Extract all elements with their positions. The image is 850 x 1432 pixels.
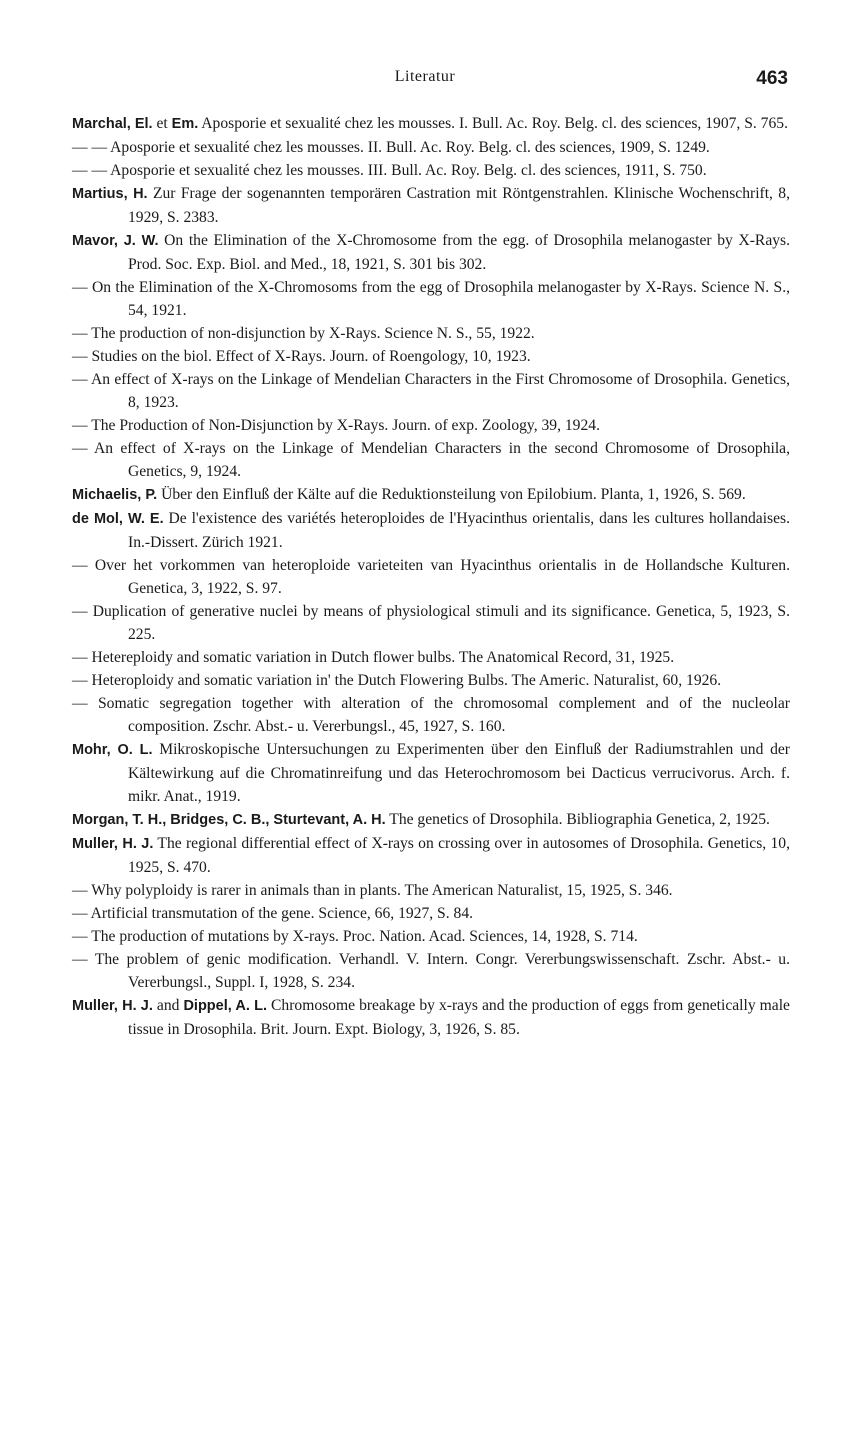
bibliography-entry bbox=[72, 646, 790, 669]
bibliography-entry bbox=[72, 483, 790, 507]
ditto-dash: — bbox=[72, 672, 88, 689]
running-head bbox=[0, 68, 850, 92]
entry-text: Hetereploidy and somatic variation in Dutch flower bulbs. The Anatomical Record, 31, 1925. bbox=[87, 649, 675, 666]
entry-text: De l'existence des variétés heteroploides de l'Hyacinthus orientalis, dans les cultures hollandaises. In.-Dissert. Zürich 1921. bbox=[128, 510, 790, 551]
entry-author: Marchal, El. bbox=[72, 116, 153, 132]
entry-text: Studies on the biol. Effect of X-Rays. Journ. of Roengology, 10, 1923. bbox=[87, 348, 531, 365]
bibliography-entry bbox=[72, 229, 790, 276]
entry-author: Michaelis, P. bbox=[72, 487, 158, 503]
entry-author: Martius, H. bbox=[72, 186, 148, 202]
entry-text: Zur Frage der sogenannten temporären Castration mit Röntgenstrahlen. Klinische Wochenschrift, 8, 1929, S. 2383. bbox=[128, 185, 791, 226]
entry-text: Artificial transmutation of the gene. Science, 66, 1927, S. 84. bbox=[87, 905, 474, 922]
ditto-dash: — bbox=[72, 325, 88, 342]
entry-text: An effect of X-rays on the Linkage of Mendelian Characters in the second Chromosome of Drosophila, Genetics, 9, 1924. bbox=[87, 440, 790, 480]
bibliography-entry bbox=[72, 182, 790, 229]
ditto-dash: — bbox=[72, 695, 88, 712]
bibliography-entry bbox=[72, 600, 790, 646]
entry-text: Duplication of generative nuclei by means of physiological stimuli and its significance. Genetica, 5, 1923, S. 225. bbox=[87, 603, 790, 643]
bibliography-entry bbox=[72, 669, 790, 692]
entry-joiner: et bbox=[152, 115, 172, 132]
bibliography-entry bbox=[72, 507, 790, 554]
entry-author: Muller, H. J. bbox=[72, 836, 154, 852]
ditto-dash: — bbox=[72, 905, 88, 922]
bibliography-entry bbox=[72, 414, 790, 437]
bibliography-entry bbox=[72, 808, 790, 832]
bibliography-entry bbox=[72, 879, 790, 902]
ditto-dash: — bbox=[72, 951, 88, 968]
page-number: 463 bbox=[756, 68, 788, 89]
ditto-dash: — bbox=[72, 279, 88, 296]
entry-text: Why polyploidy is rarer in animals than in plants. The American Naturalist, 15, 1925, S. 346. bbox=[87, 882, 673, 899]
running-head-title: Literatur bbox=[394, 68, 456, 85]
ditto-dash: — bbox=[72, 928, 88, 945]
entry-text: Aposporie et sexualité chez les mousses. III. Bull. Ac. Roy. Belg. cl. des sciences, 1911, S. 750. bbox=[107, 162, 707, 179]
entry-coauthor: Dippel, A. L. bbox=[183, 998, 267, 1014]
ditto-dash: — bbox=[72, 882, 88, 899]
bibliography-list bbox=[72, 112, 790, 1041]
bibliography-entry bbox=[72, 925, 790, 948]
bibliography-entry bbox=[72, 994, 790, 1041]
bibliography-entry bbox=[72, 159, 790, 182]
entry-text: The production of non-disjunction by X-Rays. Science N. S., 55, 1922. bbox=[87, 325, 535, 342]
entry-text: Somatic segregation together with alteration of the chromosomal complement and of the nucleolar composition. Zschr. Abst.- u. Vererbungsl., 45, 1927, S. 160. bbox=[87, 695, 790, 735]
ditto-dash: — bbox=[72, 371, 88, 388]
entry-text: Aposporie et sexualité chez les mousses. II. Bull. Ac. Roy. Belg. cl. des sciences, 1909, S. 1249. bbox=[107, 139, 710, 156]
bibliography-entry bbox=[72, 902, 790, 925]
entry-text: Aposporie et sexualité chez les mousses. I. Bull. Ac. Roy. Belg. cl. des sciences, 1907, S. 765. bbox=[198, 115, 788, 132]
bibliography-entry bbox=[72, 345, 790, 368]
bibliography-entry bbox=[72, 832, 790, 879]
ditto-dash: — — bbox=[72, 139, 108, 156]
entry-joiner: and bbox=[152, 997, 184, 1014]
entry-text: The regional differential effect of X-rays on crossing over in autosomes of Drosophila. Genetics, 10, 1925, S. 470. bbox=[128, 835, 790, 876]
bibliography-entry bbox=[72, 322, 790, 345]
entry-text: On the Elimination of the X-Chromosoms from the egg of Drosophila melanogaster by X-Rays. Science N. S., 54, 1921. bbox=[87, 279, 790, 319]
entry-text: The problem of genic modification. Verhandl. V. Intern. Congr. Vererbungswissenschaft. Zschr. Abst.- u. Vererbungsl., Suppl. I, 1928, S. 234. bbox=[87, 951, 790, 991]
entry-text: The genetics of Drosophila. Bibliographia Genetica, 2, 1925. bbox=[385, 811, 770, 828]
bibliography-entry bbox=[72, 136, 790, 159]
ditto-dash: — bbox=[72, 417, 88, 434]
entry-text: On the Elimination of the X-Chromosome from the egg. of Drosophila melanogaster by X-Rays. Prod. Soc. Exp. Biol. and Med., 18, 1921, S. 301 bis 302. bbox=[128, 232, 791, 273]
ditto-dash: — bbox=[72, 348, 88, 365]
bibliography-entry bbox=[72, 112, 790, 136]
entry-text: Über den Einfluß der Kälte auf die Reduktionsteilung von Epilobium. Planta, 1, 1926, S. 569. bbox=[157, 486, 746, 503]
entry-author: Mavor, J. W. bbox=[72, 233, 159, 249]
bibliography-entry bbox=[72, 738, 790, 808]
bibliography-entry bbox=[72, 948, 790, 994]
bibliography-entry bbox=[72, 554, 790, 600]
ditto-dash: — bbox=[72, 440, 88, 457]
ditto-dash: — bbox=[72, 557, 88, 574]
entry-text: Over het vorkommen van heteroploide varieteiten van Hyacinthus orientalis in de Hollandsche Kulturen. Genetica, 3, 1922, S. 97. bbox=[87, 557, 790, 597]
entry-text: The production of mutations by X-rays. Proc. Nation. Acad. Sciences, 14, 1928, S. 714. bbox=[87, 928, 638, 945]
ditto-dash: — bbox=[72, 649, 88, 666]
ditto-dash: — bbox=[72, 603, 88, 620]
entry-author: Mohr, O. L. bbox=[72, 742, 153, 758]
entry-coauthor: Em. bbox=[171, 116, 199, 132]
entry-text: An effect of X-rays on the Linkage of Mendelian Characters in the First Chromosome of Drosophila. Genetics, 8, 1923. bbox=[87, 371, 790, 411]
entry-author: Muller, H. J. bbox=[72, 998, 153, 1014]
entry-author: Morgan, T. H., Bridges, C. B., Sturtevant, A. H. bbox=[72, 812, 386, 828]
entry-text: Heteroploidy and somatic variation in' the Dutch Flowering Bulbs. The Americ. Naturalist, 60, 1926. bbox=[87, 672, 722, 689]
entry-text: Mikroskopische Untersuchungen zu Experimenten über den Einfluß der Radiumstrahlen und der Kältewirkung auf die Chromatinreifung und das Heterochromosom bei Dacticus verrucivorus. Arch. f. mikr. Anat., 1919. bbox=[128, 741, 790, 805]
entry-author: de Mol, W. E. bbox=[72, 511, 164, 527]
bibliography-entry bbox=[72, 368, 790, 414]
entry-text: Chromosome breakage by x-rays and the production of eggs from genetically male tissue in Drosophila. Brit. Journ. Expt. Biology, 3, 1926, S. 85. bbox=[128, 997, 790, 1038]
ditto-dash: — — bbox=[72, 162, 108, 179]
bibliography-entry bbox=[72, 437, 790, 483]
bibliography-entry bbox=[72, 276, 790, 322]
bibliography-entry bbox=[72, 692, 790, 738]
entry-text: The Production of Non-Disjunction by X-Rays. Journ. of exp. Zoology, 39, 1924. bbox=[87, 417, 600, 434]
